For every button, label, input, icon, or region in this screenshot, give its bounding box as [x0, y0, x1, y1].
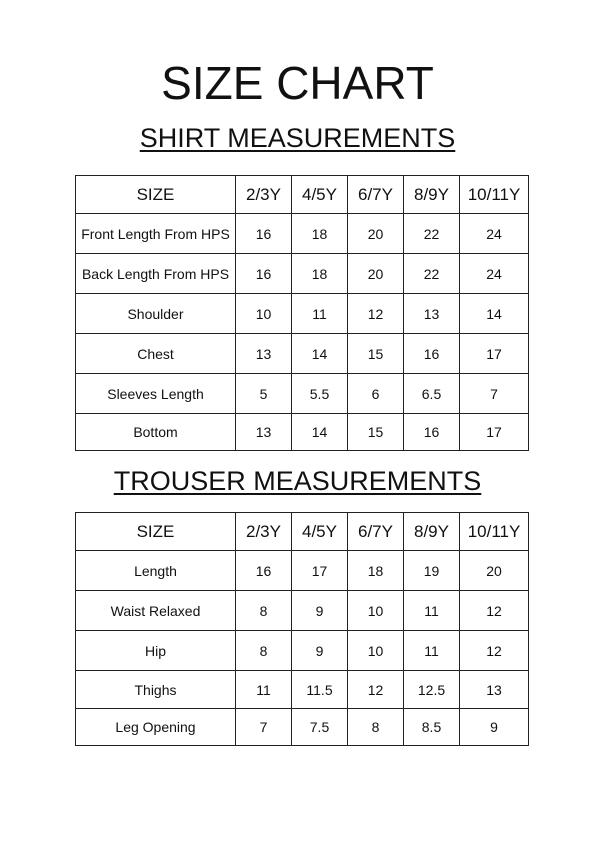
table-cell: 12: [348, 671, 404, 709]
column-header: 10/11Y: [460, 513, 529, 551]
column-header: 8/9Y: [404, 513, 460, 551]
table-cell: 16: [404, 334, 460, 374]
table-cell: 11.5: [292, 671, 348, 709]
row-label: Back Length From HPS: [76, 254, 236, 294]
table-cell: 10: [348, 591, 404, 631]
table-cell: 15: [348, 414, 404, 451]
table-row: [76, 374, 529, 414]
table-cell: 7: [460, 374, 529, 414]
table-cell: 8.5: [404, 709, 460, 746]
row-label: Leg Opening: [76, 709, 236, 746]
table-cell: 7.5: [292, 709, 348, 746]
table-cell: 11: [292, 294, 348, 334]
column-header: 4/5Y: [292, 176, 348, 214]
column-header: 2/3Y: [236, 176, 292, 214]
table-cell: 19: [404, 551, 460, 591]
table-row: [76, 709, 529, 746]
row-label: Chest: [76, 334, 236, 374]
table-row: [76, 254, 529, 294]
table-cell: 6: [348, 374, 404, 414]
table-cell: 20: [460, 551, 529, 591]
table-row: [76, 294, 529, 334]
table-cell: 11: [404, 591, 460, 631]
column-header: SIZE: [76, 513, 236, 551]
column-header: 10/11Y: [460, 176, 529, 214]
table-cell: 16: [236, 214, 292, 254]
table-cell: 18: [292, 254, 348, 294]
column-header: 4/5Y: [292, 513, 348, 551]
table-cell: 6.5: [404, 374, 460, 414]
table-cell: 17: [460, 334, 529, 374]
table-cell: 8: [236, 631, 292, 671]
table-cell: 14: [460, 294, 529, 334]
table-cell: 5.5: [292, 374, 348, 414]
table-row: [76, 671, 529, 709]
row-label: Bottom: [76, 414, 236, 451]
table-cell: 16: [404, 414, 460, 451]
table-cell: 14: [292, 334, 348, 374]
row-label: Length: [76, 551, 236, 591]
shirt-measurements-heading: SHIRT MEASUREMENTS: [139, 123, 456, 153]
table-cell: 8: [348, 709, 404, 746]
row-label: Front Length From HPS: [76, 214, 236, 254]
table-cell: 20: [348, 214, 404, 254]
table-cell: 9: [292, 631, 348, 671]
column-header: 8/9Y: [404, 176, 460, 214]
table-cell: 24: [460, 214, 529, 254]
table-cell: 9: [292, 591, 348, 631]
table-cell: 10: [348, 631, 404, 671]
table-row: [76, 551, 529, 591]
table-cell: 13: [236, 414, 292, 451]
table-cell: 11: [404, 631, 460, 671]
table-row: [76, 414, 529, 451]
page-title: SIZE CHART: [161, 57, 434, 109]
row-label: Hip: [76, 631, 236, 671]
table-cell: 17: [292, 551, 348, 591]
row-label: Waist Relaxed: [76, 591, 236, 631]
table-header-row: [76, 176, 529, 214]
column-header: 6/7Y: [348, 513, 404, 551]
table-row: [76, 631, 529, 671]
table-cell: 22: [404, 254, 460, 294]
table-cell: 20: [348, 254, 404, 294]
table-header-row: [76, 513, 529, 551]
table-cell: 9: [460, 709, 529, 746]
table-cell: 14: [292, 414, 348, 451]
table-cell: 15: [348, 334, 404, 374]
table-cell: 17: [460, 414, 529, 451]
row-label: Sleeves Length: [76, 374, 236, 414]
row-label: Thighs: [76, 671, 236, 709]
table-cell: 12: [460, 631, 529, 671]
trouser-measurements-heading: TROUSER MEASUREMENTS: [113, 466, 482, 496]
table-cell: 18: [348, 551, 404, 591]
table-cell: 13: [404, 294, 460, 334]
table-cell: 12.5: [404, 671, 460, 709]
table-cell: 5: [236, 374, 292, 414]
table-row: [76, 334, 529, 374]
table-row: [76, 591, 529, 631]
column-header: 2/3Y: [236, 513, 292, 551]
table-cell: 13: [236, 334, 292, 374]
table-cell: 7: [236, 709, 292, 746]
shirt-size-table: [75, 175, 529, 451]
table-cell: 22: [404, 214, 460, 254]
table-cell: 13: [460, 671, 529, 709]
table-cell: 18: [292, 214, 348, 254]
table-cell: 16: [236, 551, 292, 591]
table-cell: 10: [236, 294, 292, 334]
table-cell: 24: [460, 254, 529, 294]
table-cell: 8: [236, 591, 292, 631]
table-cell: 11: [236, 671, 292, 709]
column-header: 6/7Y: [348, 176, 404, 214]
table-cell: 12: [348, 294, 404, 334]
table-cell: 12: [460, 591, 529, 631]
trouser-size-table: [75, 512, 529, 746]
table-row: [76, 214, 529, 254]
table-cell: 16: [236, 254, 292, 294]
column-header: SIZE: [76, 176, 236, 214]
row-label: Shoulder: [76, 294, 236, 334]
